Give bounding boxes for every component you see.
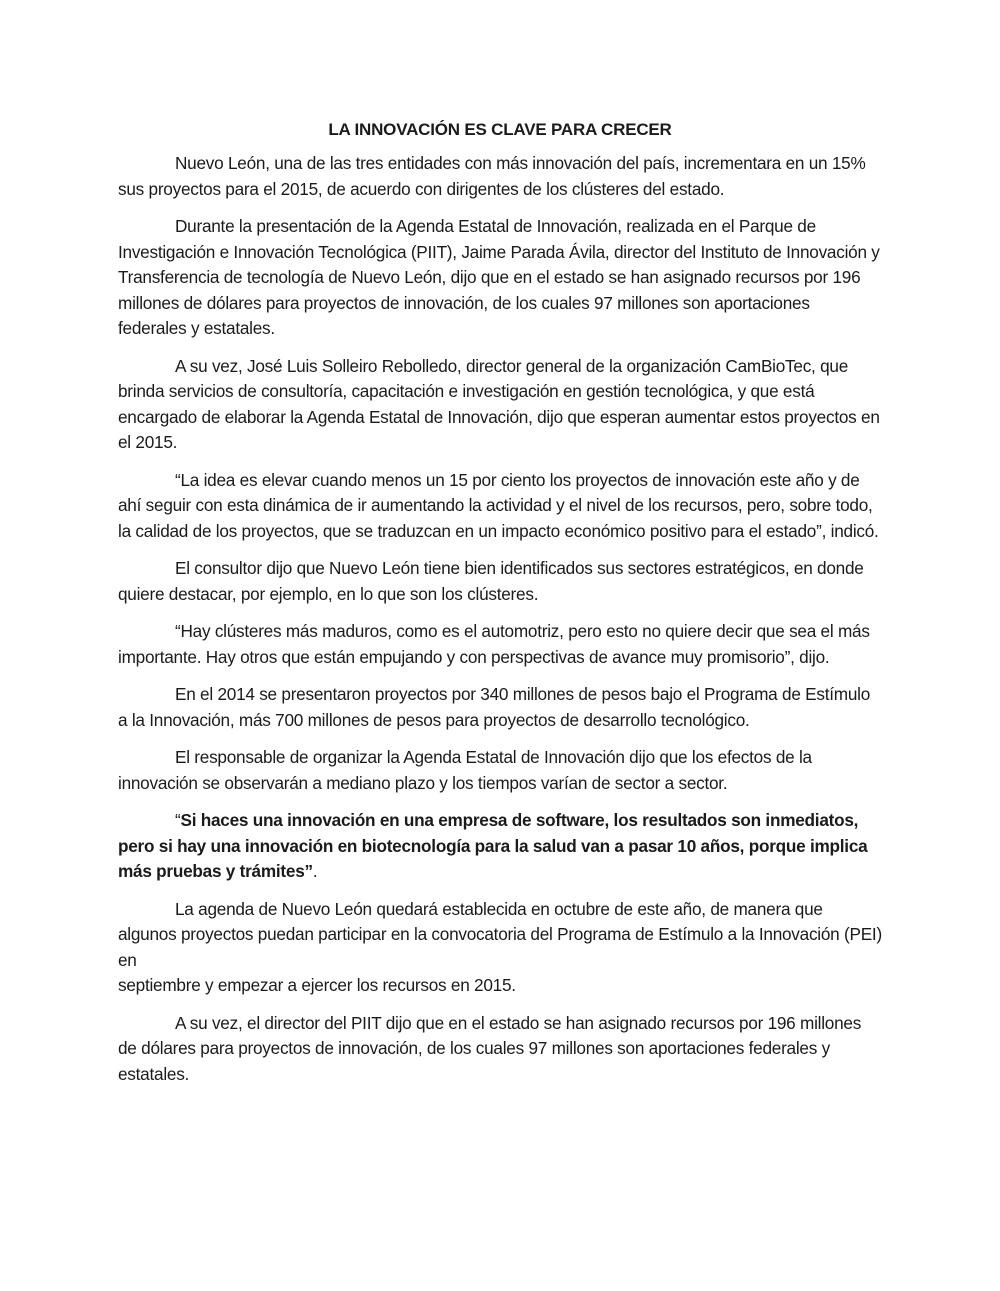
paragraph-closing: A su vez, el director del PIIT dijo que en el estado se han asignado recursos por 196 millones de dólares para proyectos de innovación, de los cuales 97 millones son aportaciones federales y estatales. [118,1012,862,1084]
agenda-text-part1: La agenda de Nuevo León quedará establecida en octubre de este año, de manera que algunos proyectos puedan participar en la convocatoria del Programa de Estímulo a la Innovación (PEI) en [118,898,882,970]
document-body [118,118,882,1087]
paragraph-intro: Nuevo León, una de las tres entidades con más innovación del país, incrementara en un 15% sus proyectos para el 2015, de acuerdo con dirigentes de los clústeres del estado. [118,153,866,199]
page-title: LA INNOVACIÓN ES CLAVE PARA CRECER [328,120,672,139]
paragraph-bold-quote [118,808,882,885]
paragraph-presentation: Durante la presentación de la Agenda Estatal de Innovación, realizada en el Parque de Investigación e Innovación Tecnológica (PIIT), Jaime Parada Ávila, director del Instituto de Innovación y Transferencia de tecnología de Nuevo León, dijo que en el estado se han asignado recursos por 196 millones de dólares para proyectos de innovación, de los cuales 97 millones son aportaciones federales y estatales. [118,216,880,338]
quote-open-mark: “ [175,810,181,830]
paragraph-agenda [118,897,882,999]
paragraph-2014-projects: En el 2014 se presentaron proyectos por 340 millones de pesos bajo el Programa de Estímulo a la Innovación, más 700 millones de pesos para proyectos de desarrollo tecnológico. [118,684,871,730]
paragraph-quote-clusters: “Hay clústeres más maduros, como es el automotriz, pero esto no quiere decir que sea el más importante. Hay otros que están empujando y con perspectivas de avance muy promisorio”, dijo. [118,621,870,667]
bold-quote-text: Si haces una innovación en una empresa de software, los resultados son inmediatos, pero si hay una innovación en biotecnología para la salud van a pasar 10 años, porque implica más pruebas y trámites” [118,810,868,881]
quote-end-mark: . [312,861,318,881]
paragraph-sectors: El consultor dijo que Nuevo León tiene bien identificados sus sectores estratégicos, en donde quiere destacar, por ejemplo, en lo que son los clústeres. [118,558,864,604]
paragraph-quote-idea: “La idea es elevar cuando menos un 15 por ciento los proyectos de innovación este año y de ahí seguir con esta dinámica de ir aumentando la actividad y el nivel de los recursos, pero, sobre todo, la calidad de los proyectos, que se traduzcan en un impacto económico positivo para el estado”, indicó. [118,469,879,541]
agenda-text-part2: septiembre y empezar a ejercer los recursos en 2015. [118,975,516,995]
paragraph-effects: El responsable de organizar la Agenda Estatal de Innovación dijo que los efectos de la innovación se observarán a mediano plazo y los tiempos varían de sector a sector. [118,747,812,793]
paragraph-solleiro: A su vez, José Luis Solleiro Rebolledo, director general de la organización CamBioTec, que brinda servicios de consultoría, capacitación e investigación en gestión tecnológica, y que está encargado de elaborar la Agenda Estatal de Innovación, dijo que esperan aumentar estos proyectos en el 2015. [118,355,880,452]
